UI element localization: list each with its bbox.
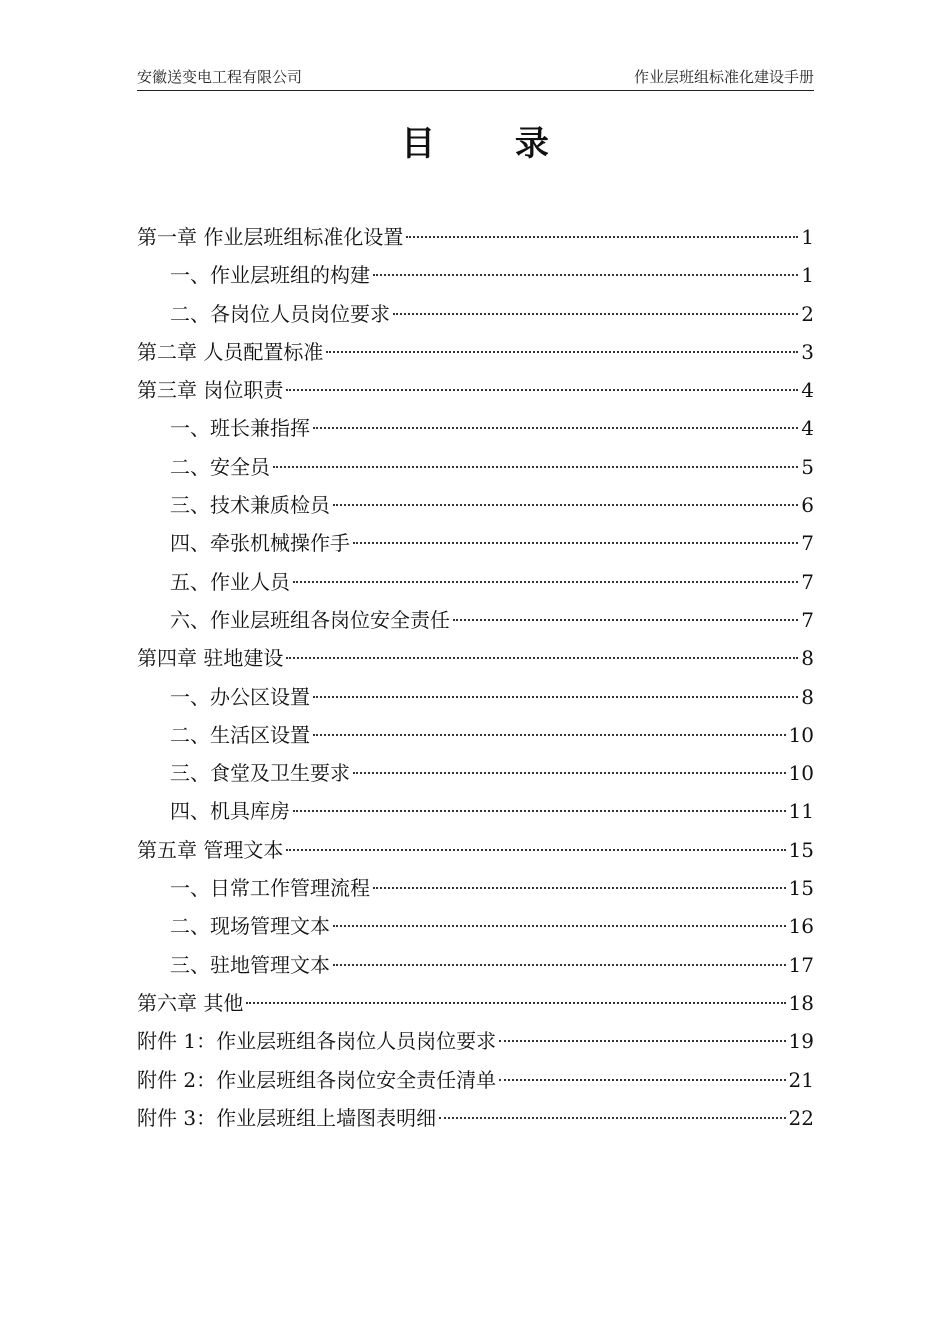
toc-leader-dots (326, 351, 798, 353)
toc-entry-label: 附件 2：作业层班组各岗位安全责任清单 (137, 1067, 497, 1092)
toc-entry-page: 1 (801, 225, 814, 249)
toc-entry[interactable] (137, 1061, 814, 1099)
toc-entry[interactable] (137, 1022, 814, 1060)
toc-leader-dots (499, 1040, 785, 1042)
toc-leader-dots (333, 964, 786, 966)
toc-entry-page: 10 (788, 722, 814, 747)
toc-entry-page: 19 (788, 1029, 814, 1054)
toc-entry[interactable] (137, 218, 814, 256)
table-of-contents (137, 218, 814, 1137)
toc-leader-dots (286, 389, 798, 391)
toc-entry-label: 三、技术兼质检员 (170, 493, 330, 518)
toc-entry-page: 7 (801, 607, 814, 632)
toc-entry[interactable] (137, 716, 814, 754)
toc-entry-page: 16 (788, 914, 814, 939)
toc-entry-label: 二、生活区设置 (170, 722, 310, 747)
toc-leader-dots (439, 1117, 785, 1119)
toc-leader-dots (286, 849, 785, 851)
toc-entry-label: 二、各岗位人员岗位要求 (170, 301, 390, 326)
toc-leader-dots (373, 887, 786, 889)
toc-title: 目 录 (401, 124, 583, 164)
toc-entry-label: 四、牵张机械操作手 (170, 531, 350, 556)
toc-leader-dots (373, 274, 798, 276)
toc-entry[interactable] (137, 486, 814, 524)
toc-entry-label: 五、作业人员 (170, 569, 290, 594)
toc-entry-page: 17 (788, 952, 814, 977)
toc-entry[interactable] (137, 601, 814, 639)
toc-leader-dots (393, 313, 798, 315)
toc-entry[interactable] (137, 371, 814, 409)
toc-leader-dots (293, 810, 786, 812)
toc-leader-dots (246, 1002, 785, 1004)
toc-leader-dots (333, 504, 798, 506)
toc-entry-label: 附件 1：作业层班组各岗位人员岗位要求 (137, 1029, 497, 1054)
toc-leader-dots (313, 734, 786, 736)
toc-entry[interactable] (137, 792, 814, 830)
toc-entry-page: 3 (801, 339, 814, 364)
toc-entry[interactable] (137, 678, 814, 716)
toc-leader-dots (313, 696, 798, 698)
toc-entry-page: 6 (801, 493, 814, 518)
toc-entry-label: 第六章 其他 (137, 990, 244, 1015)
toc-entry[interactable] (137, 524, 814, 562)
toc-entry-page: 21 (788, 1067, 814, 1092)
toc-entry-page: 7 (801, 569, 814, 594)
toc-entry[interactable] (137, 831, 814, 869)
toc-entry[interactable] (137, 984, 814, 1022)
toc-entry-label: 三、驻地管理文本 (170, 952, 330, 977)
toc-entry-page: 4 (801, 416, 814, 441)
toc-entry-label: 一、作业层班组的构建 (170, 263, 370, 288)
toc-entry-page: 8 (801, 646, 814, 671)
toc-entry-label: 二、现场管理文本 (170, 914, 330, 939)
toc-entry-label: 第一章 作业层班组标准化设置 (137, 225, 404, 249)
toc-entry[interactable] (137, 869, 814, 907)
toc-entry[interactable] (137, 333, 814, 371)
toc-entry-page: 22 (788, 1105, 814, 1130)
toc-leader-dots (499, 1079, 785, 1081)
toc-entry[interactable] (137, 448, 814, 486)
toc-leader-dots (273, 466, 798, 468)
toc-entry-page: 5 (801, 454, 814, 479)
toc-entry[interactable] (137, 1099, 814, 1137)
toc-entry-label: 第五章 管理文本 (137, 837, 284, 862)
toc-entry-label: 二、安全员 (170, 454, 270, 479)
toc-entry-page: 15 (788, 876, 814, 901)
toc-entry-label: 第三章 岗位职责 (137, 378, 284, 403)
toc-entry-label: 一、日常工作管理流程 (170, 876, 370, 901)
toc-entry-label: 一、班长兼指挥 (170, 416, 310, 441)
toc-leader-dots (313, 427, 798, 429)
toc-entry-page: 8 (801, 684, 814, 709)
toc-leader-dots (333, 925, 786, 927)
toc-entry-label: 第二章 人员配置标准 (137, 339, 324, 364)
toc-entry-page: 11 (788, 799, 814, 824)
toc-entry[interactable] (137, 563, 814, 601)
toc-entry-page: 4 (801, 378, 814, 403)
toc-leader-dots (406, 236, 798, 238)
toc-entry-page: 7 (801, 531, 814, 556)
toc-entry-page: 2 (801, 301, 814, 326)
toc-leader-dots (353, 772, 786, 774)
toc-entry-label: 六、作业层班组各岗位安全责任 (170, 607, 450, 632)
toc-entry[interactable] (137, 754, 814, 792)
toc-entry[interactable] (137, 409, 814, 447)
toc-entry[interactable] (137, 256, 814, 294)
page-header (137, 66, 814, 91)
toc-entry-page: 1 (801, 263, 814, 288)
toc-entry[interactable] (137, 946, 814, 984)
header-company: 安徽送变电工程有限公司 (137, 68, 303, 86)
toc-entry-page: 15 (788, 837, 814, 862)
header-manual-title: 作业层班组标准化建设手册 (633, 68, 814, 86)
toc-entry-page: 18 (788, 990, 814, 1015)
toc-entry-page: 10 (788, 761, 814, 786)
toc-entry-label: 第四章 驻地建设 (137, 646, 284, 671)
toc-entry-label: 三、食堂及卫生要求 (170, 761, 350, 786)
toc-leader-dots (353, 542, 798, 544)
toc-leader-dots (453, 619, 798, 621)
toc-leader-dots (286, 657, 798, 659)
toc-leader-dots (293, 581, 798, 583)
toc-entry[interactable] (137, 907, 814, 945)
toc-entry[interactable] (137, 639, 814, 677)
toc-entry-label: 附件 3：作业层班组上墙图表明细 (137, 1105, 437, 1130)
toc-entry[interactable] (137, 295, 814, 333)
toc-entry-label: 一、办公区设置 (170, 684, 310, 709)
toc-entry-label: 四、机具库房 (170, 799, 290, 824)
